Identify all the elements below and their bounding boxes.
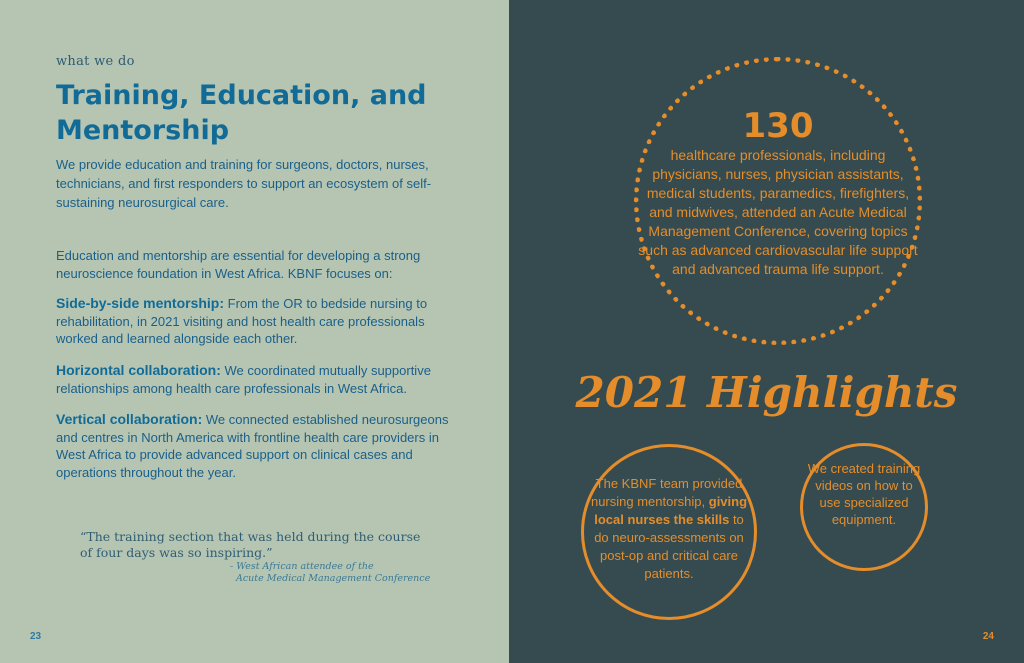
videos-highlight-text: We created training videos on how to use specialized equipment. [807, 461, 921, 527]
highlights-headline: 2021 Highlights [575, 368, 958, 417]
stat-number: 130 [742, 106, 814, 146]
left-page [0, 0, 509, 663]
testimonial-quote: “The training section that was held during the course of four days was so inspiring.” [80, 529, 421, 560]
focus-item-lead: Vertical collaboration: [56, 411, 203, 427]
right-page [509, 0, 1024, 663]
page-number-left: 23 [30, 631, 42, 642]
focus-item-lead: Side-by-side mentorship: [56, 295, 225, 311]
focus-item-mentorship [56, 295, 456, 348]
page-number-right: 24 [982, 631, 994, 642]
focus-intro-paragraph: Education and mentorship are essential for developing a strong neuroscience foundation in West Africa. KBNF focuses on: [56, 248, 421, 281]
nursing-highlight-text [589, 475, 749, 583]
attribution-line: - West African attendee of the [230, 561, 374, 572]
page-title: Training, Education, and Mentorship [56, 80, 427, 146]
testimonial-attribution [230, 561, 480, 585]
focus-item-lead: Horizontal collaboration: [56, 362, 221, 378]
focus-item-text: We connected established neurosurgeons and centres in North America with frontline health care providers in West Africa to provide advanced support on clinical cases and operations throughout the year. [56, 412, 449, 480]
focus-item-text: From the OR to bedside nursing to rehabilitation, in 2021 visiting and host health care professionals worked and learned alongside each other. [56, 296, 428, 346]
focus-item-horizontal [56, 362, 456, 397]
focus-item-vertical [56, 411, 456, 481]
section-eyebrow: what we do [56, 54, 135, 69]
attribution-line: Acute Medical Management Conference [236, 573, 431, 584]
nursing-text-end: to do neuro-assessments on post-op and critical care patients. [594, 512, 744, 581]
focus-item-text: We coordinated mutually supportive relationships among health care professionals in West Africa. [56, 363, 431, 396]
stat-description: healthcare professionals, including physicians, nurses, physician assistants, medical students, paramedics, firefighters, and midwives, attended an Acute Medical Management Conference, covering topics such as advanced cardiovascular life support and advanced trauma life support. [638, 147, 918, 277]
nursing-text-start: The KBNF team provided nursing mentorship, [590, 476, 743, 509]
intro-paragraph: We provide education and training for surgeons, doctors, nurses, technicians, and first responders to support an ecosystem of self-sustaining neurosurgical care. [56, 157, 432, 210]
nursing-text-emphasis: giving local nurses the skills [594, 494, 748, 527]
